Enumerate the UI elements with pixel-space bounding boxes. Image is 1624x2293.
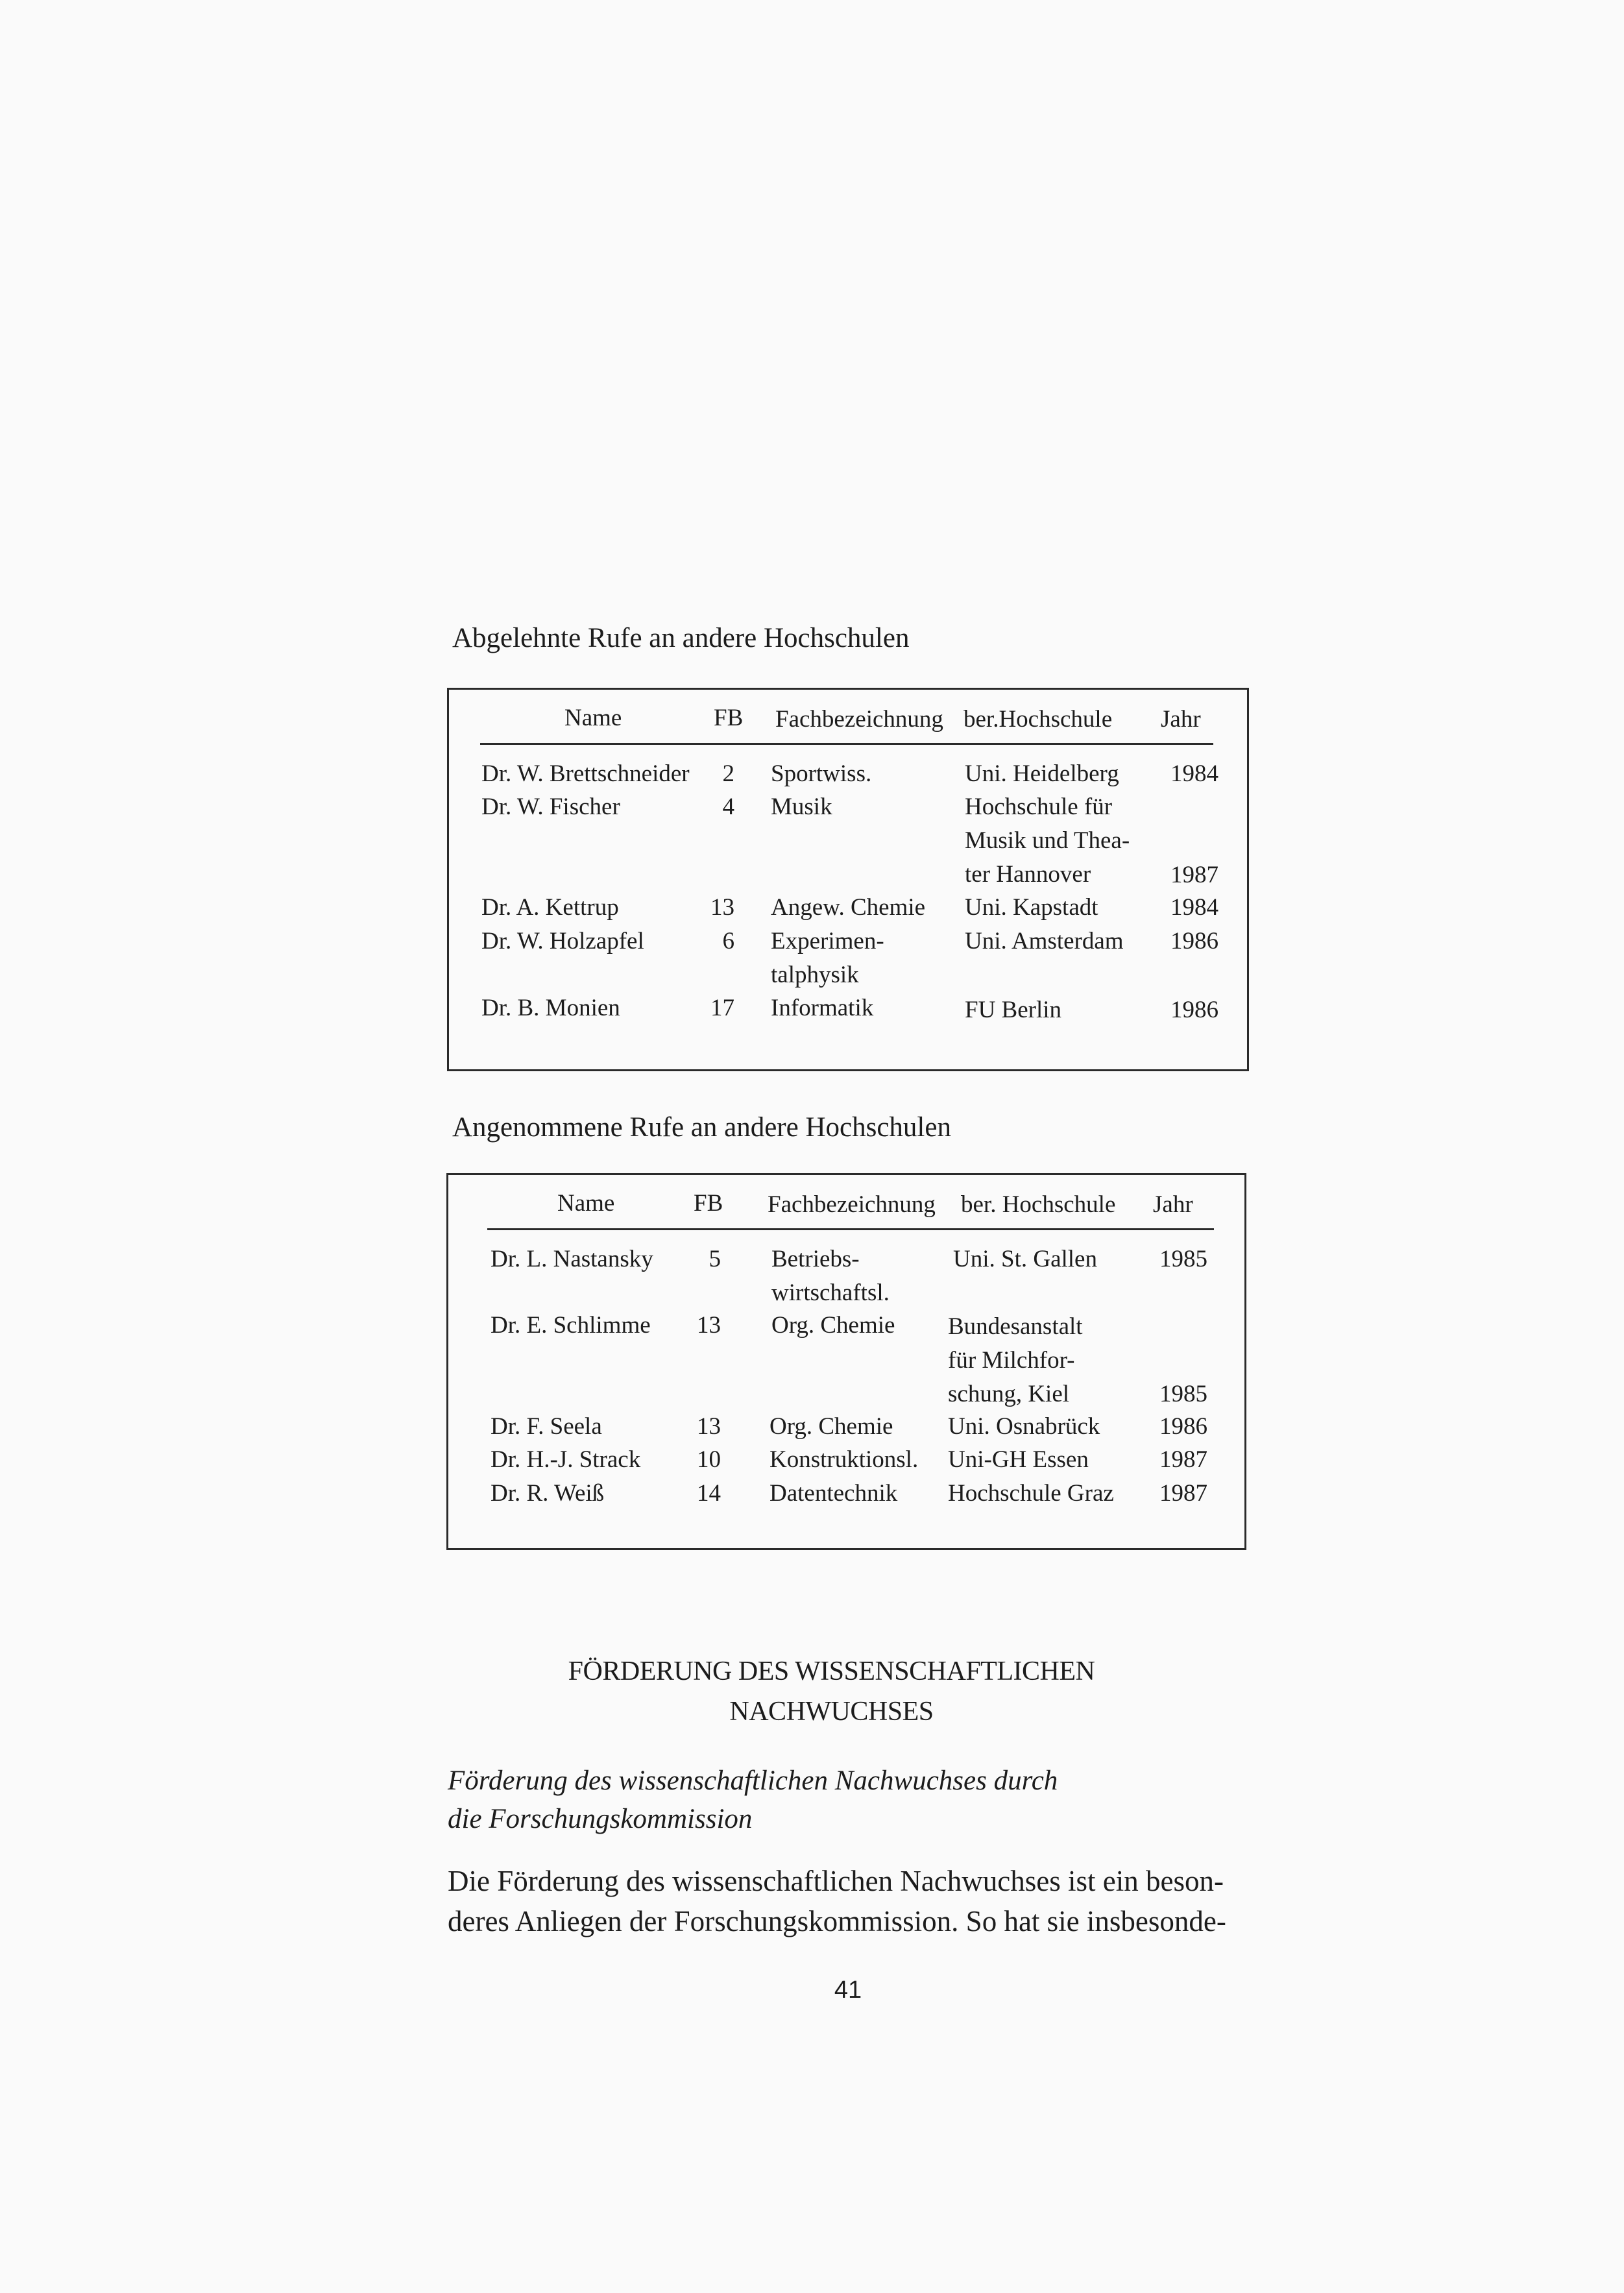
body-paragraph-line2: deres Anliegen der Forschungskommission. So hat sie insbesonde-	[448, 1905, 1226, 1937]
cell-fb: 13	[710, 894, 734, 921]
cell-hochschule: Hochschule Graz	[948, 1480, 1114, 1507]
cell-fach: Sportwiss.	[771, 760, 872, 787]
cell-jahr: 1986	[1170, 928, 1218, 954]
cell-name: Dr. A. Kettrup	[481, 894, 619, 921]
cell-name: Dr. F. Seela	[491, 1413, 602, 1440]
cell-fb: 13	[697, 1413, 721, 1440]
table2-header-name: Name	[557, 1190, 615, 1217]
page-number: 41	[834, 1976, 862, 2004]
cell-fb: 10	[697, 1446, 721, 1473]
cell-fach: Musik	[771, 794, 832, 820]
cell-name: Dr. H.-J. Strack	[491, 1446, 641, 1473]
cell-fach: Angew. Chemie	[771, 894, 926, 921]
section-heading-line2: NACHWUCHSES	[729, 1697, 934, 1727]
table1-header-fach: Fachbezeichnung	[775, 706, 943, 733]
cell-name: Dr. W. Holzapfel	[481, 928, 644, 954]
cell-fach: Experimen- talphysik	[771, 928, 884, 988]
cell-fb: 4	[722, 794, 734, 820]
table1-caption: Abgelehnte Rufe an andere Hochschulen	[452, 623, 910, 653]
cell-jahr: 1984	[1170, 894, 1218, 921]
cell-jahr: 1987	[1170, 862, 1218, 888]
table2-header-hochschule: ber. Hochschule	[961, 1191, 1116, 1218]
table1-header-fb: FB	[714, 705, 744, 731]
table1-header-hochschule: ber.Hochschule	[963, 706, 1113, 733]
cell-fb: 5	[709, 1246, 721, 1272]
cell-fb: 6	[722, 928, 734, 954]
cell-name: Dr. B. Monien	[481, 995, 620, 1021]
cell-hochschule: Uni-GH Essen	[948, 1446, 1089, 1473]
table2-header-jahr: Jahr	[1153, 1191, 1193, 1218]
table1-header-name: Name	[564, 705, 622, 731]
cell-jahr: 1986	[1159, 1413, 1207, 1440]
table2-header-fb: FB	[694, 1190, 723, 1217]
cell-hochschule: Uni. Kapstadt	[965, 894, 1098, 921]
table1-header-jahr: Jahr	[1161, 706, 1201, 733]
section-heading-line1: FÖRDERUNG DES WISSENSCHAFTLICHEN	[568, 1656, 1095, 1686]
cell-hochschule: Bundesanstalt für Milchfor- schung, Kiel	[948, 1313, 1083, 1407]
cell-fb: 14	[697, 1480, 721, 1507]
cell-fb: 13	[697, 1312, 721, 1339]
cell-fach: Datentechnik	[770, 1480, 898, 1507]
cell-fach: Konstruktionsl.	[770, 1446, 919, 1473]
cell-fach: Org. Chemie	[770, 1413, 893, 1440]
cell-hochschule: Hochschule für Musik und Thea- ter Hannover	[965, 794, 1130, 888]
cell-jahr: 1987	[1159, 1480, 1207, 1507]
table1-header-rule	[480, 743, 1213, 745]
subheading-line2: die Forschungskommission	[448, 1804, 753, 1834]
cell-name: Dr. L. Nastansky	[491, 1246, 653, 1272]
cell-jahr: 1987	[1159, 1446, 1207, 1473]
subheading-line1: Förderung des wissenschaftlichen Nachwuchses durch	[448, 1765, 1058, 1796]
cell-fach: Org. Chemie	[771, 1312, 895, 1339]
cell-fb: 17	[710, 995, 734, 1021]
cell-jahr: 1984	[1170, 760, 1218, 787]
cell-hochschule: Uni. Osnabrück	[948, 1413, 1100, 1440]
cell-jahr: 1985	[1159, 1381, 1207, 1407]
body-paragraph-line1: Die Förderung des wissenschaftlichen Nachwuchses ist ein beson-	[448, 1865, 1224, 1897]
cell-name: Dr. R. Weiß	[491, 1480, 605, 1507]
table2-header-rule	[487, 1228, 1214, 1230]
cell-name: Dr. E. Schlimme	[491, 1312, 651, 1339]
cell-fb: 2	[722, 760, 734, 787]
table1-box	[447, 688, 1249, 1071]
cell-fach: Betriebs- wirtschaftsl.	[771, 1246, 890, 1306]
table2-box	[446, 1173, 1246, 1550]
cell-fach: Informatik	[771, 995, 874, 1021]
cell-jahr: 1986	[1170, 997, 1218, 1023]
cell-name: Dr. W. Brettschneider	[481, 760, 690, 787]
table2-header-fach: Fachbezeichnung	[768, 1191, 936, 1218]
table2-caption: Angenommene Rufe an andere Hochschulen	[452, 1112, 951, 1143]
cell-name: Dr. W. Fischer	[481, 794, 620, 820]
cell-jahr: 1985	[1159, 1246, 1207, 1272]
cell-hochschule: Uni. Amsterdam	[965, 928, 1124, 954]
cell-hochschule: FU Berlin	[965, 997, 1062, 1023]
cell-hochschule: Uni. Heidelberg	[965, 760, 1119, 787]
cell-hochschule: Uni. St. Gallen	[953, 1246, 1097, 1272]
